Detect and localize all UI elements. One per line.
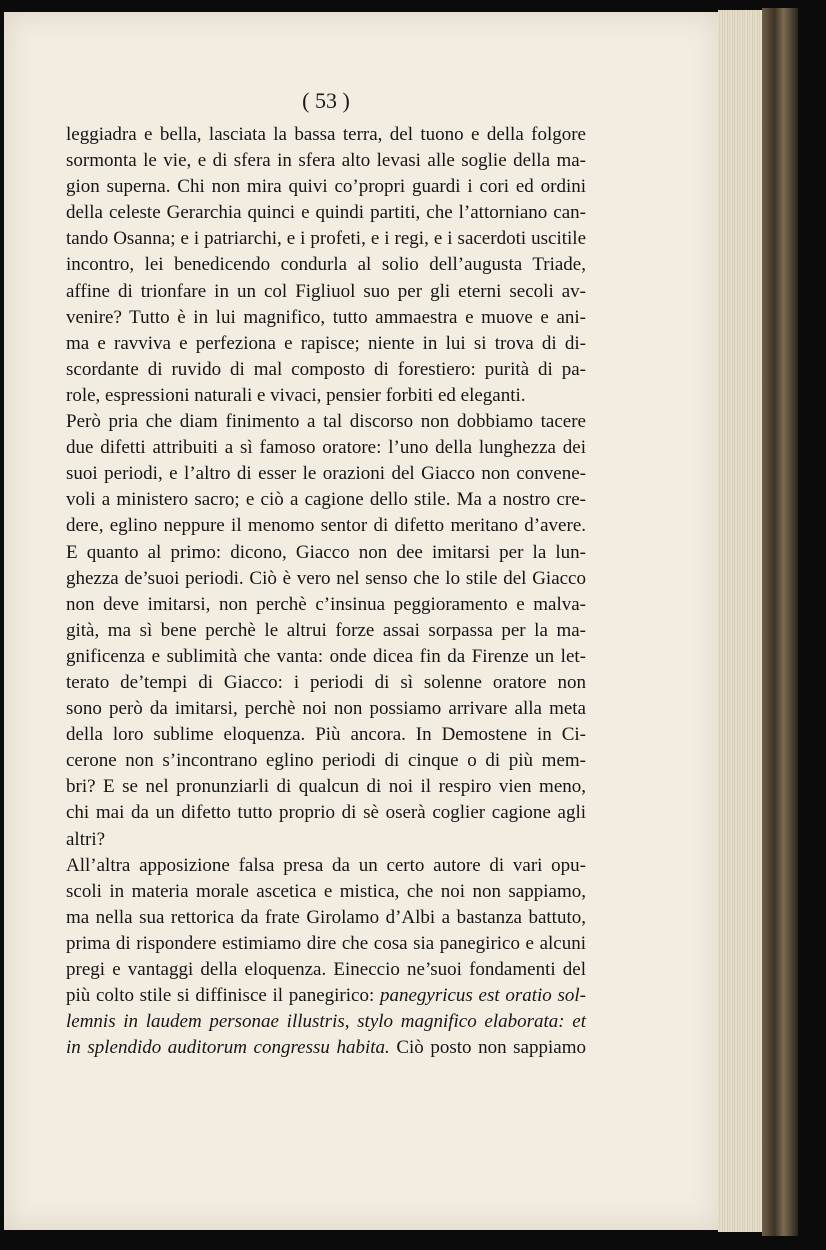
body-text <box>66 122 586 1061</box>
text-line: leggiadra e bella, lasciata la bassa terra, del tuono e della folgore <box>66 124 586 145</box>
page-fore-edge <box>718 10 764 1232</box>
text-line: scoli in materia morale ascetica e mistica, che noi non sappiamo, <box>66 880 586 902</box>
text-line: cerone non s’incontrano eglino periodi di cinque o di più mem- <box>66 750 586 772</box>
text-line: E quanto al primo: dicono, Giacco non dee imitarsi per la lun- <box>66 541 586 563</box>
text-line: chi mai da un difetto tutto proprio di sè oserà coglier cagione agli <box>66 802 586 824</box>
text-line: scordante di ruvido di mal composto di forestiero: purità di pa- <box>66 358 586 380</box>
text-line: pregi e vantaggi della eloquenza. Eineccio ne’suoi fondamenti del <box>66 959 586 980</box>
text-line: bri? E se nel pronunziarli di qualcun di noi il respiro vien meno, <box>66 776 586 798</box>
text-line: ghezza de’suoi periodi. Ciò è vero nel senso che lo stile del Giacco <box>66 567 586 589</box>
text-line: All’altra apposizione falsa presa da un certo autore di vari opu- <box>66 854 586 876</box>
text-line: della loro sublime eloquenza. Più ancora. In Demostene in Ci- <box>66 724 586 746</box>
text-line: della celeste Gerarchia quinci e quindi partiti, che l’attorniano can- <box>66 202 586 224</box>
text-line: sono però da imitarsi, perchè noi non possiamo arrivare alla meta <box>66 698 586 720</box>
text-line: terato de’tempi di Giacco: i periodi di sì solenne oratore non <box>66 671 586 693</box>
latin-quote: panegyricus est oratio sol- <box>379 985 586 1007</box>
book-binding <box>762 8 798 1236</box>
latin-quote: lemnis in laudem personae illustris, stylo magnifico elaborata: et <box>66 1011 586 1033</box>
text-line: prima di rispondere estimiamo dire che cosa sia panegirico e alcuni <box>66 932 586 954</box>
roman-text: Ciò posto non sappiamo <box>389 1037 586 1059</box>
text-line: suoi periodi, e l’altro di esser le orazioni del Giacco non convene- <box>66 463 586 485</box>
text-line: dere, eglino neppure il menomo sentor di difetto meritano d’avere. <box>66 515 586 537</box>
text-line: due difetti attribuiti a sì famoso oratore: l’uno della lunghezza dei <box>66 437 586 459</box>
text-line: sormonta le vie, e di sfera in sfera alto levasi alle soglie della ma- <box>66 150 586 172</box>
text-line: voli a ministero sacro; e ciò a cagione dello stile. Ma a nostro cre- <box>66 489 586 511</box>
text-line-mixed <box>66 1009 586 1035</box>
text-line: non deve imitarsi, non perchè c’insinua peggioramento e malva- <box>66 593 586 615</box>
text-line: ma nella sua rettorica da frate Girolamo d’Albi a bastanza battuto, <box>66 906 586 928</box>
text-line: venire? Tutto è in lui magnifico, tutto ammaestra e muove e ani- <box>66 306 586 328</box>
text-line: gion superna. Chi non mira quivi co’propri guardi i cori ed ordini <box>66 176 586 198</box>
page-number: ( 53 ) <box>302 88 350 113</box>
text-line: gità, ma sì bene perchè le altrui forze assai sorpassa per la ma- <box>66 619 586 641</box>
text-line-mixed <box>66 1035 586 1061</box>
text-line: incontro, lei benedicendo condurla al solio dell’augusta Triade, <box>66 254 586 276</box>
text-line: tando Osanna; e i patriarchi, e i profeti, e i regi, e i sacerdoti uscitile <box>66 228 586 250</box>
text-line-mixed <box>66 983 586 1009</box>
latin-quote: in splendido auditorum congressu habita. <box>66 1037 390 1059</box>
text-line: role, espressioni naturali e vivaci, pensier forbiti ed eleganti. <box>66 384 526 406</box>
text-line: Però pria che diam finimento a tal discorso non dobbiamo tacere <box>66 411 586 433</box>
roman-text: più colto stile si diffinisce il panegirico: <box>66 985 380 1007</box>
text-line: ma e ravviva e perfeziona e rapisce; niente in lui si trova di di- <box>66 332 586 354</box>
text-line: gnificenza e sublimità che vanta: onde dicea fin da Firenze un let- <box>66 645 586 667</box>
text-line: affine di trionfare in un col Figliuol suo per gli eterni secoli av- <box>66 280 586 302</box>
text-line: altri? <box>66 828 106 850</box>
